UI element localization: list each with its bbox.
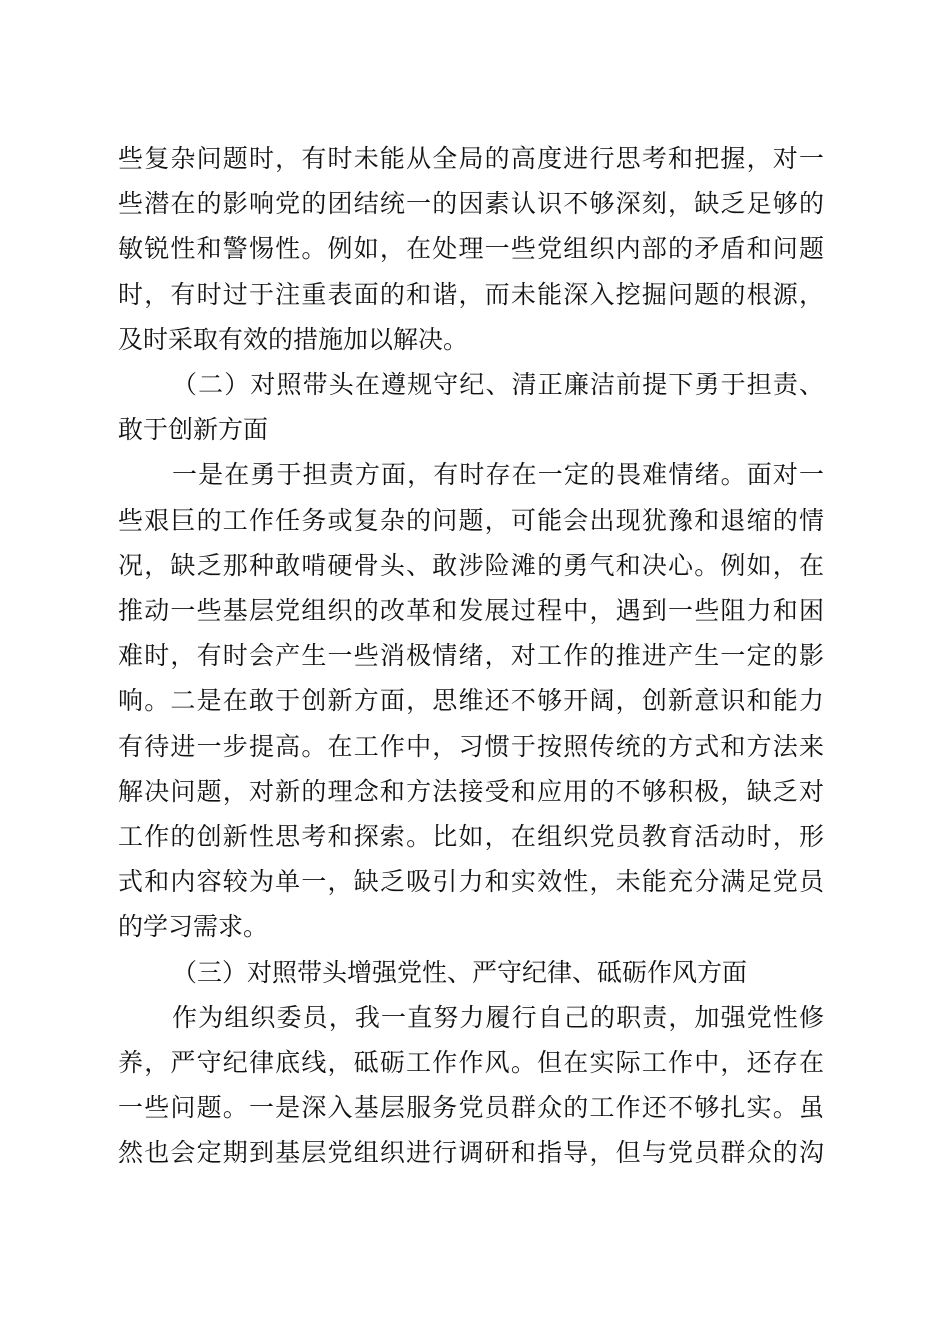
paragraph-line: 作为组织委员，我一直努力履行自己的职责，加强党性修 — [172, 1002, 824, 1032]
paragraph-line: 及时采取有效的措施加以解决。 — [118, 324, 469, 354]
paragraph-line: 些潜在的影响党的团结统一的因素认识不够深刻，缺乏足够的 — [118, 189, 824, 219]
paragraph-line: 些复杂问题时，有时未能从全局的高度进行思考和把握，对一 — [118, 144, 824, 173]
paragraph-line: 养，严守纪律底线，砥砺工作作风。但在实际工作中，还存在 — [118, 1048, 824, 1077]
paragraph-line: 敏锐性和警惕性。例如，在处理一些党组织内部的矛盾和问题 — [118, 234, 824, 264]
paragraph-line: 难时，有时会产生一些消极情绪，对工作的推进产生一定的影 — [118, 641, 824, 671]
paragraph-line: 解决问题，对新的理念和方法接受和应用的不够积极，缺乏对 — [118, 776, 824, 806]
paragraph-line: 工作的创新性思考和探索。比如，在组织党员教育活动时，形 — [118, 822, 824, 851]
paragraph-line: 的学习需求。 — [118, 912, 269, 942]
paragraph-line: 一些问题。一是深入基层服务党员群众的工作还不够扎实。虽 — [118, 1093, 824, 1123]
paragraph-line: 时，有时过于注重表面的和谐，而未能深入挖掘问题的根源， — [118, 279, 824, 309]
section-heading-line: （三）对照带头增强党性、严守纪律、砥砺作风方面 — [172, 957, 748, 987]
paragraph-line: 有待进一步提高。在工作中，习惯于按照传统的方式和方法来 — [118, 731, 824, 761]
section-heading-line: 敢于创新方面 — [118, 415, 269, 445]
paragraph-line: 响。二是在敢于创新方面，思维还不够开阔，创新意识和能力 — [118, 686, 824, 716]
paragraph-line: 况，缺乏那种敢啃硬骨头、敢涉险滩的勇气和决心。例如，在 — [118, 550, 824, 580]
paragraph-line: 些艰巨的工作任务或复杂的问题，可能会出现犹豫和退缩的情 — [118, 505, 824, 535]
section-heading-line: （二）对照带头在遵规守纪、清正廉洁前提下勇于担责、 — [172, 370, 824, 399]
paragraph-line: 一是在勇于担责方面，有时存在一定的畏难情绪。面对一 — [172, 460, 824, 490]
paragraph-line: 然也会定期到基层党组织进行调研和指导，但与党员群众的沟 — [118, 1138, 824, 1168]
paragraph-line: 式和内容较为单一，缺乏吸引力和实效性，未能充分满足党员 — [118, 867, 824, 897]
paragraph-line: 推动一些基层党组织的改革和发展过程中，遇到一些阻力和困 — [118, 596, 824, 625]
